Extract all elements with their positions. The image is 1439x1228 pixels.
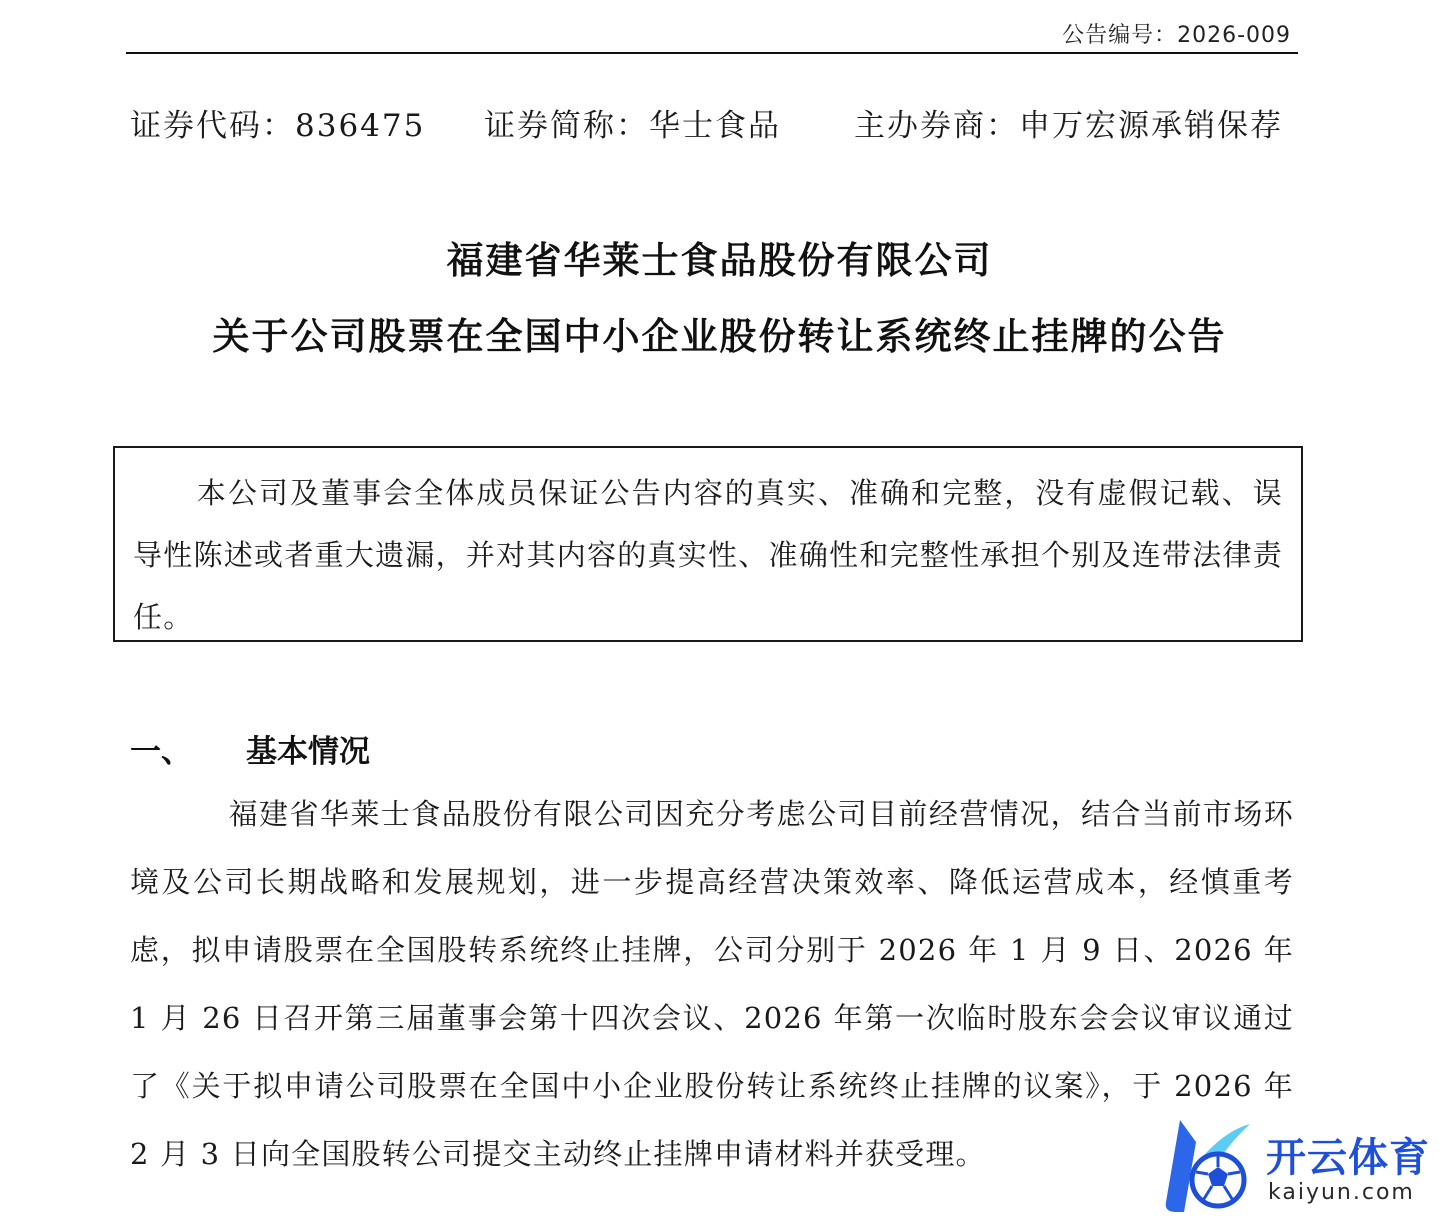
security-short-name: 证券简称：华士食品: [484, 108, 781, 144]
security-code: 证券代码：836475: [130, 108, 426, 144]
responsibility-statement-text: 本公司及董事会全体成员保证公告内容的真实、准确和完整，没有虚假记载、误导性陈述或者重大遗漏，并对其内容的真实性、准确性和完整性承担个别及连带法律责任。: [133, 476, 1283, 634]
kaiyun-logo-icon: [1150, 1112, 1260, 1217]
watermark-brand-en: kaiyun.com: [1268, 1180, 1415, 1205]
sponsor-broker: 主办券商：申万宏源承销保荐: [854, 108, 1283, 144]
section-paragraph: 福建省华莱士食品股份有限公司因充分考虑公司目前经营情况，结合当前市场环境及公司长期战略和发展规划，进一步提高经营决策效率、降低运营成本，经慎重考虑，拟申请股票在全国股转系统终止挂牌，公司分别于 2026 年 1 月 9 日、2026 年 1 月 26 日召开第三届董事会第十四次会议、2026 年第一次临时股东会会议审议通过了《关于拟申请公司股票在全国中小企业股份转让系统终止挂牌的议案》，于 2026 年 2 月 3 日向全国股转公司提交主动终止挂牌申请材料并获受理。: [130, 797, 1294, 1171]
header-rule: [126, 52, 1298, 54]
document-title-subject: 关于公司股票在全国中小企业股份转让系统终止挂牌的公告: [212, 315, 1227, 358]
security-meta-row: [130, 100, 1300, 144]
watermark-brand-cn: 开云体育: [1266, 1135, 1430, 1181]
section-number: 一、: [130, 734, 192, 770]
announcement-number: 公告编号：2026-009: [1062, 23, 1291, 48]
document-title-company: 福建省华莱士食品股份有限公司: [446, 239, 993, 282]
responsibility-statement-box: [113, 446, 1303, 642]
watermark-logo: [1150, 1112, 1430, 1217]
section-body: [130, 780, 1294, 1188]
section-title: 基本情况: [246, 734, 370, 770]
